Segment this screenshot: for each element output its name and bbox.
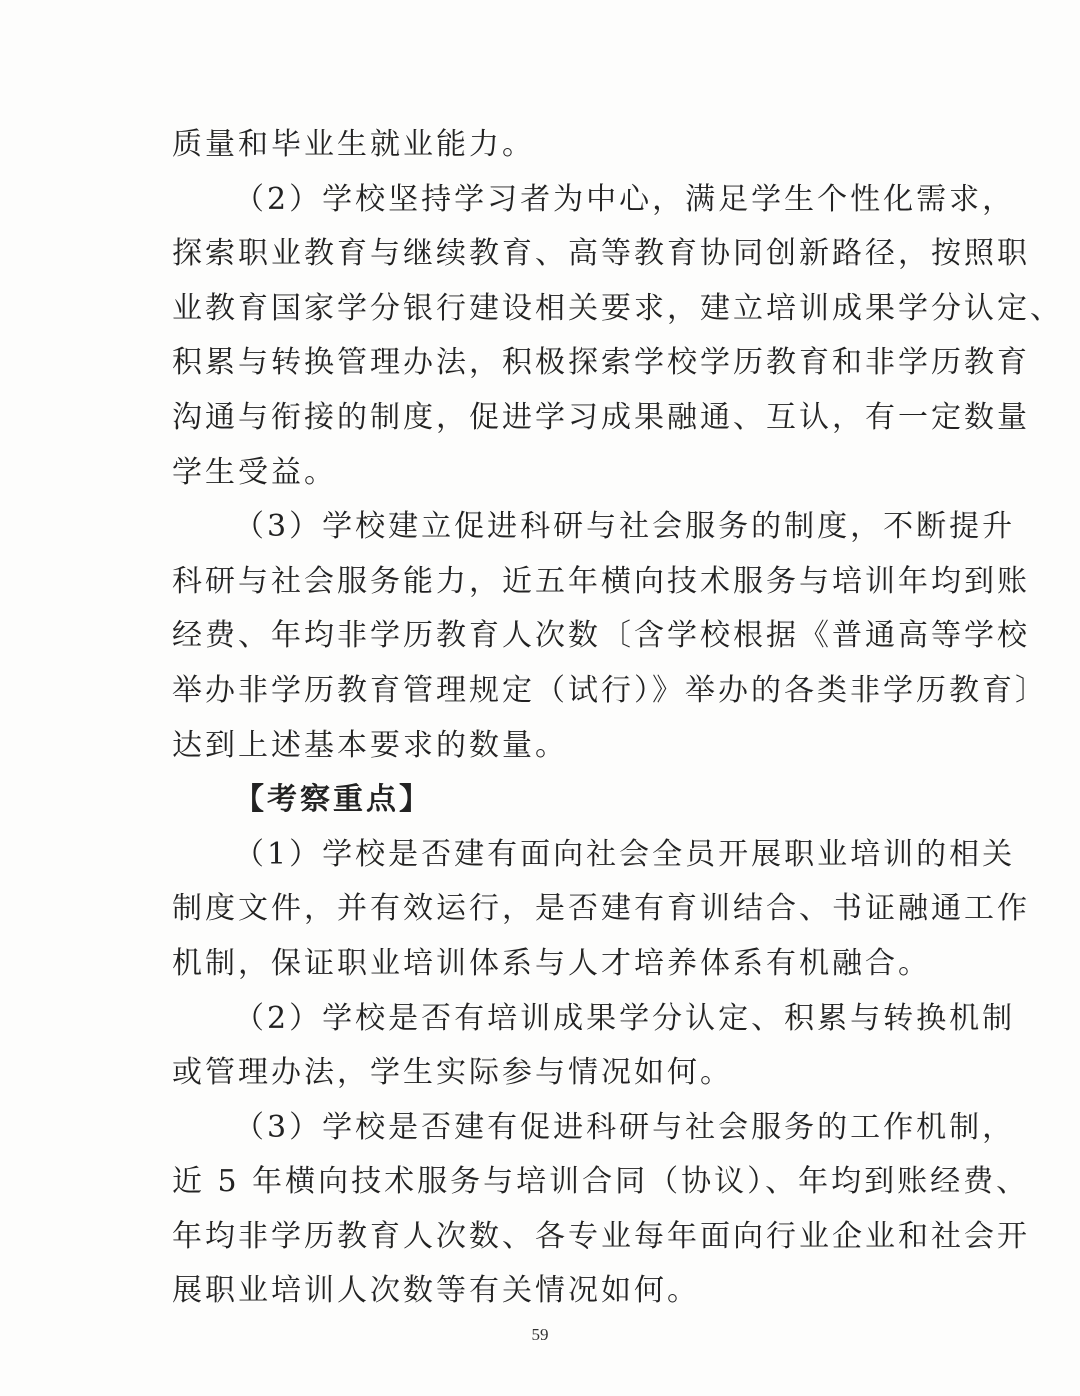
focus-item-3-start: （3）学校是否建有促进科研与社会服务的工作机制， (234, 1109, 1016, 1145)
text-line: 业教育国家学分银行建设相关要求，建立培训成果学分认定、 (172, 290, 1063, 326)
text-line: 达到上述基本要求的数量。 (172, 727, 568, 763)
text-line: 近 5 年横向技术服务与培训合同（协议）、年均到账经费、 (172, 1164, 1030, 1200)
body-text (172, 118, 1063, 1319)
text-line: 或管理办法，学生实际参与情况如何。 (172, 1055, 733, 1091)
text-line: 探索职业教育与继续教育、高等教育协同创新路径，按照职 (172, 236, 1030, 272)
text-line: 质量和毕业生就业能力。 (172, 127, 535, 162)
page-number: 59 (531, 1325, 549, 1344)
text-line: 沟通与衔接的制度，促进学习成果融通、互认，有一定数量 (172, 399, 1030, 435)
section-heading: 【考察重点】 (234, 782, 432, 818)
paragraph-2-start: （2）学校坚持学习者为中心，满足学生个性化需求， (234, 181, 1016, 217)
focus-item-1-start: （1）学校是否建有面向社会全员开展职业培训的相关 (234, 836, 1016, 872)
text-line: 展职业培训人次数等有关情况如何。 (172, 1273, 700, 1309)
text-line: 积累与转换管理办法，积极探索学校学历教育和非学历教育 (172, 345, 1030, 381)
text-line: 举办非学历教育管理规定（试行）》举办的各类非学历教育〕 (172, 672, 1048, 708)
text-line: 经费、年均非学历教育人次数〔含学校根据《普通高等学校 (172, 618, 1030, 654)
paragraph-3-start: （3）学校建立促进科研与社会服务的制度，不断提升 (234, 509, 1016, 545)
text-line: 机制，保证职业培训体系与人才培养体系有机融合。 (172, 945, 931, 981)
text-line: 年均非学历教育人次数、各专业每年面向行业企业和社会开 (172, 1218, 1030, 1254)
text-line: 学生受益。 (172, 454, 337, 490)
focus-item-2-start: （2）学校是否有培训成果学分认定、积累与转换机制 (234, 1000, 1016, 1036)
text-line: 制度文件，并有效运行，是否建有育训结合、书证融通工作 (172, 891, 1030, 927)
text-line: 科研与社会服务能力，近五年横向技术服务与培训年均到账 (172, 563, 1030, 599)
